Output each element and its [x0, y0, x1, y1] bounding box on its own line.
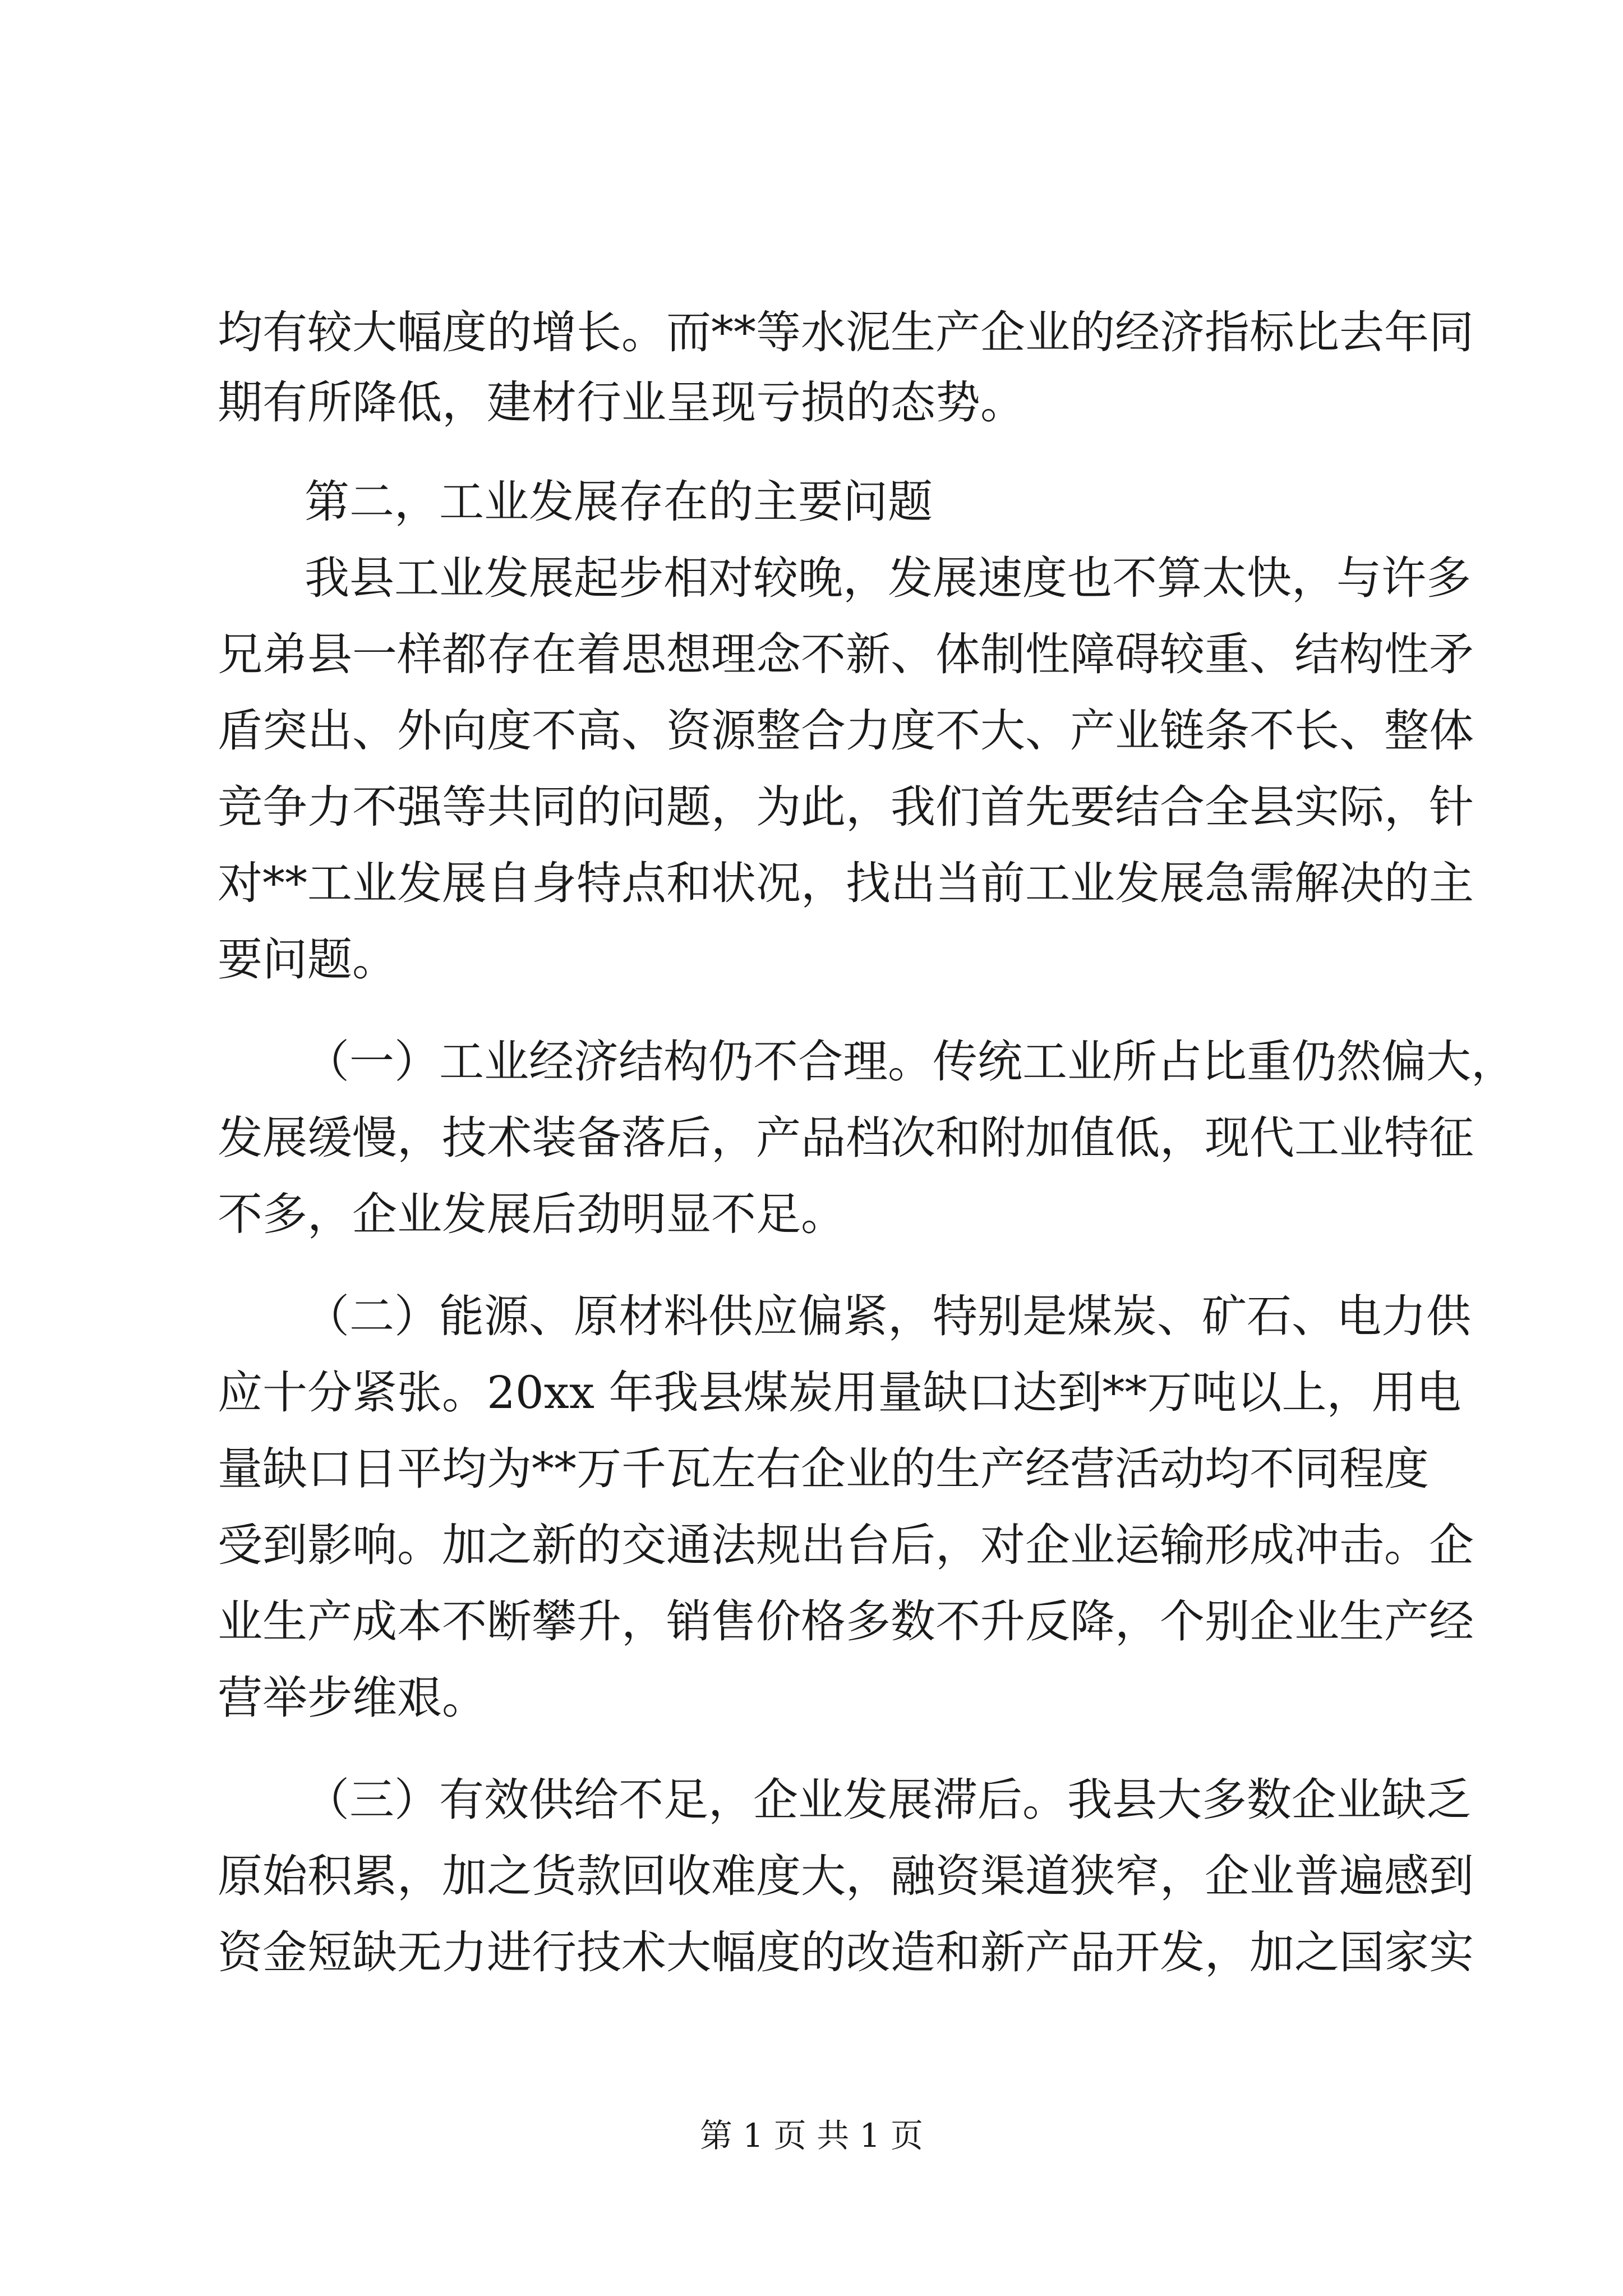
body-line: （一）工业经济结构仍不合理。传统工业所占比重仍然偏大，: [305, 1036, 1516, 1088]
body-line: 不多，企业发展后劲明显不足。: [218, 1188, 846, 1240]
body-line: 原始积累，加之货款回收难度大，融资渠道狭窄，企业普遍感到: [218, 1850, 1474, 1902]
body-line: 兄弟县一样都存在着思想理念不新、体制性障碍较重、结构性矛: [218, 628, 1474, 680]
body-line: 量缺口日平均为**万千瓦左右企业的生产经营活动均不同程度: [218, 1443, 1429, 1495]
page-footer: 第 1 页 共 1 页: [700, 2116, 923, 2155]
body-line: 应十分紧张。20xx 年我县煤炭用量缺口达到**万吨以上，用电: [218, 1366, 1461, 1419]
body-line: （二）能源、原材料供应偏紧，特别是煤炭、矿石、电力供: [305, 1290, 1471, 1342]
body-line: 发展缓慢，技术装备落后，产品档次和附加值低，现代工业特征: [218, 1112, 1474, 1164]
body-line: 资金短缺无力进行技术大幅度的改造和新产品开发，加之国家实: [218, 1926, 1474, 1978]
body-line: 受到影响。加之新的交通法规出台后，对企业运输形成冲击。企: [218, 1519, 1474, 1571]
body-line: 盾突出、外向度不高、资源整合力度不大、产业链条不长、整体: [218, 705, 1474, 757]
body-line: 营举步维艰。: [218, 1672, 487, 1724]
body-line: 业生产成本不断攀升，销售价格多数不升反降，个别企业生产经: [218, 1595, 1474, 1648]
body-line: 我县工业发展起步相对较晚，发展速度也不算太快，与许多: [305, 552, 1471, 604]
body-line: （三）有效供给不足，企业发展滞后。我县大多数企业缺乏: [305, 1774, 1471, 1826]
body-line: 期有所降低，建材行业呈现亏损的态势。: [218, 376, 1025, 429]
body-line: 均有较大幅度的增长。而**等水泥生产企业的经济指标比去年同: [218, 306, 1474, 358]
section-heading: 第二，工业发展存在的主要问题: [305, 476, 933, 528]
body-line: 对**工业发展自身特点和状况，找出当前工业发展急需解决的主: [218, 857, 1474, 909]
body-line: 要问题。: [218, 933, 397, 986]
body-line: 竞争力不强等共同的问题，为此，我们首先要结合全县实际，针: [218, 781, 1474, 833]
